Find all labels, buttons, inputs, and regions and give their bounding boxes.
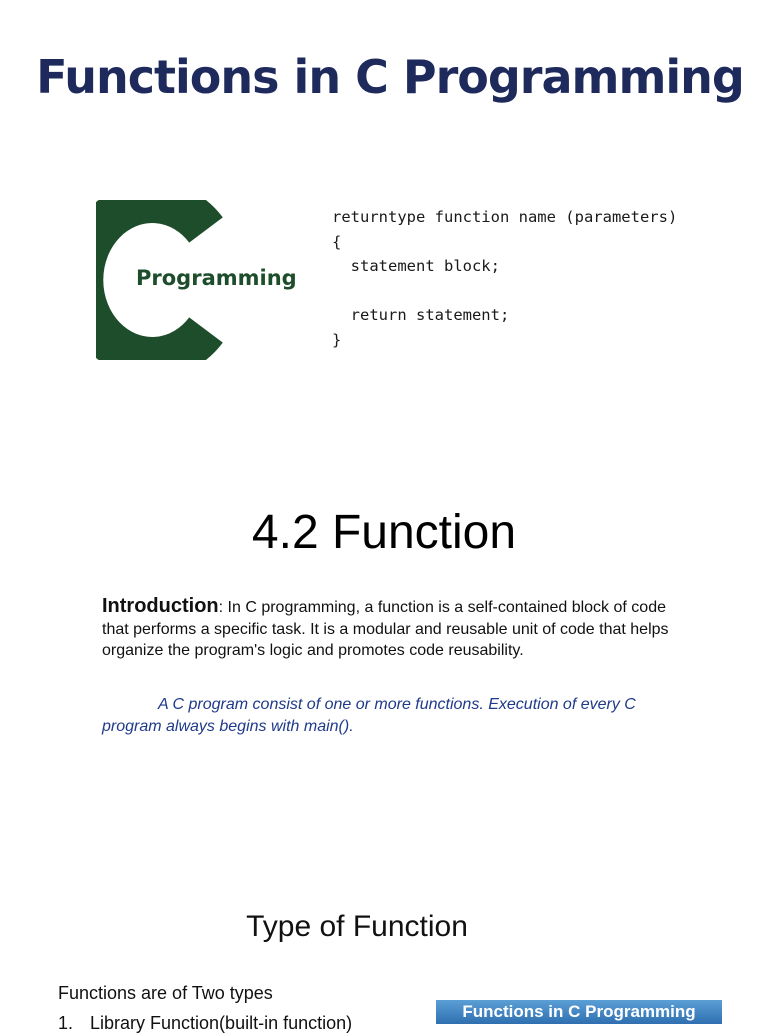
- main-function-note: A C program consist of one or more functions. Execution of every C program always begins with main().: [102, 696, 636, 735]
- function-syntax-code: [332, 205, 677, 352]
- logo-word: Programming: [136, 266, 297, 290]
- type-heading: Type of Function: [246, 910, 468, 943]
- code-line: statement block;: [332, 257, 500, 275]
- types-intro: Functions are of Two types: [58, 983, 273, 1003]
- list-number: 1.: [58, 1013, 74, 1033]
- thumbnail-banner: Functions in C Programming: [436, 1000, 722, 1024]
- intro-paragraph: [102, 596, 682, 662]
- code-line: returntype function name (parameters): [332, 208, 678, 226]
- intro-text: : In C programming, a function is a self-contained block of code that performs a specific task. It is a modular and reusable unit of code that helps organize the program's logic and promotes code reusability.: [102, 599, 669, 659]
- code-line: return statement;: [332, 306, 510, 324]
- page-title: Functions in C Programming: [36, 50, 744, 104]
- intro-label: Introduction: [102, 595, 219, 617]
- section-heading: 4.2 Function: [251, 506, 517, 559]
- code-line: {: [332, 232, 342, 251]
- c-programming-logo: [96, 200, 306, 360]
- list-label: Library Function(built-in function): [90, 1013, 353, 1033]
- code-line: }: [332, 330, 342, 349]
